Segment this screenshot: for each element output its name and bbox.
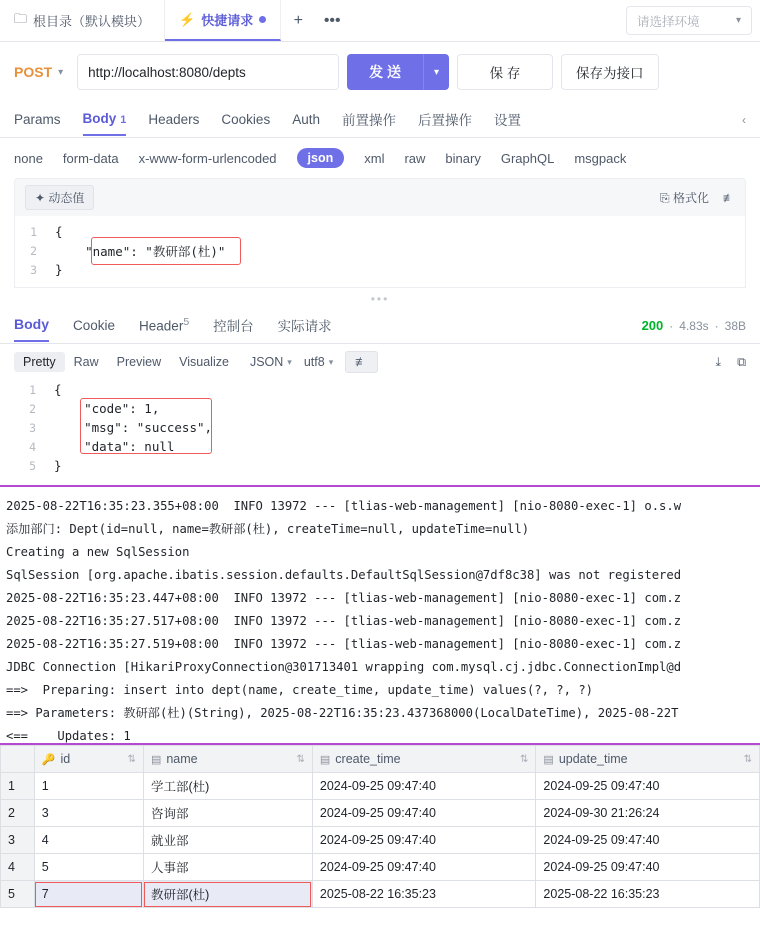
response-tabs: [0, 308, 760, 344]
tab-pre-operation[interactable]: 前置操作: [341, 113, 396, 128]
tab-body-count: 1: [120, 113, 127, 126]
unsaved-dot-icon: [259, 16, 266, 23]
response-body-viewer[interactable]: [14, 380, 746, 481]
copy-icon[interactable]: ⧉: [737, 354, 746, 369]
line-text: "name": "教研部(杜)": [55, 243, 226, 259]
sort-icon[interactable]: ⇅: [296, 753, 305, 765]
line-number: 2: [30, 243, 37, 258]
column-label: update_time: [558, 752, 628, 766]
chevron-down-icon: ▾: [328, 356, 334, 367]
cell-name[interactable]: 咨询部: [143, 800, 312, 827]
view-preview[interactable]: Preview: [116, 355, 162, 369]
download-icon[interactable]: ⤓: [715, 354, 722, 369]
view-pretty[interactable]: Pretty: [14, 352, 65, 372]
body-type-form-data[interactable]: form-data: [62, 150, 119, 166]
chevron-down-icon: ▾: [58, 66, 64, 78]
log-line: ==> Parameters: 教研部(杜)(String), 2025-08-22T16:35:23.437368000(LocalDateTime), 2025-08-22T: [6, 706, 679, 720]
save-as-api-button[interactable]: 保存为接口: [561, 54, 659, 90]
response-time: 4.83s: [679, 318, 709, 333]
add-tab-button[interactable]: +: [293, 11, 303, 29]
request-name-highlight: [91, 237, 241, 265]
environment-select[interactable]: [626, 6, 752, 35]
tab-response-header[interactable]: [139, 309, 189, 342]
line-number: 2: [29, 401, 36, 416]
key-icon: 🔑: [41, 753, 56, 766]
db-result-panel: [0, 743, 760, 908]
body-type-raw[interactable]: raw: [404, 150, 426, 166]
cell-create-time[interactable]: 2025-08-22 16:35:23: [312, 881, 536, 908]
response-charset-label: utf8: [303, 355, 325, 369]
log-line: ==> Preparing: insert into dept(name, create_time, update_time) values(?, ?, ?): [6, 683, 593, 697]
send-button-group: [347, 54, 449, 90]
cell-update-time[interactable]: 2024-09-25 09:47:40: [536, 827, 760, 854]
column-icon: ▤: [319, 753, 331, 766]
log-line: 2025-08-22T16:35:23.447+08:00 INFO 13972 --- [tlias-web-management] [nio-8080-exec-1] com.z: [6, 591, 682, 605]
table-row[interactable]: [1, 854, 760, 881]
log-line: <== Updates: 1: [6, 729, 131, 743]
response-charset-select[interactable]: [304, 355, 333, 369]
column-label: id: [60, 752, 71, 766]
http-method-label: POST: [14, 64, 53, 80]
cell-update-time[interactable]: 2024-09-25 09:47:40: [536, 854, 760, 881]
code-line: [14, 456, 746, 475]
row-number-header: [1, 746, 35, 773]
column-header-id[interactable]: [34, 746, 143, 773]
response-format-select[interactable]: [250, 355, 292, 369]
cell-id[interactable]: 5: [34, 854, 143, 881]
save-button[interactable]: 保 存: [457, 54, 553, 90]
view-raw[interactable]: Raw: [73, 355, 99, 369]
column-label: name: [166, 752, 198, 766]
line-text: "data": null: [54, 439, 175, 454]
body-type-binary[interactable]: binary: [445, 150, 481, 166]
cell-name[interactable]: 人事部: [143, 854, 312, 881]
column-header-create-time[interactable]: [312, 746, 536, 773]
cell-name[interactable]: 学工部(杜): [143, 773, 312, 800]
table-row[interactable]: [1, 800, 760, 827]
line-number: 3: [30, 262, 37, 277]
body-type-json[interactable]: json: [297, 148, 345, 168]
response-size: 38B: [724, 318, 746, 333]
tab-quick-request[interactable]: [165, 0, 281, 41]
console-log-panel[interactable]: [0, 487, 760, 743]
header-count: 5: [183, 316, 190, 329]
cell-name[interactable]: 教研部(杜): [143, 881, 312, 908]
tab-response-body[interactable]: Body: [14, 309, 49, 342]
body-type-graphql[interactable]: GraphQL: [500, 150, 555, 166]
row-number: 4: [1, 854, 35, 881]
collapse-icon[interactable]: ‹: [742, 112, 746, 127]
line-text: }: [54, 458, 62, 473]
status-dot: ·: [714, 318, 719, 333]
editor-toolbar: [14, 178, 746, 216]
column-header-update-time[interactable]: [536, 746, 760, 773]
response-json-highlight: [80, 398, 212, 454]
cell-id[interactable]: 4: [34, 827, 143, 854]
view-visualize[interactable]: Visualize: [179, 355, 229, 369]
line-text: {: [54, 382, 62, 397]
chevron-down-icon: ▾: [735, 15, 741, 26]
tab-response-cookie[interactable]: Cookie: [73, 317, 116, 333]
cell-create-time[interactable]: 2024-09-25 09:47:40: [312, 773, 536, 800]
line-text: }: [55, 262, 63, 277]
chevron-down-icon: ▾: [287, 356, 292, 367]
db-result-table: [0, 745, 760, 908]
cell-update-time[interactable]: 2025-08-22 16:35:23: [536, 881, 760, 908]
cell-update-time[interactable]: 2024-09-25 09:47:40: [536, 773, 760, 800]
cell-id[interactable]: 1: [34, 773, 143, 800]
tab-body[interactable]: [83, 104, 127, 136]
wrap-lines-icon[interactable]: ≢: [345, 351, 378, 373]
tab-auth[interactable]: Auth: [292, 111, 320, 127]
tab-settings[interactable]: 设置: [493, 113, 521, 128]
cell-id[interactable]: 3: [34, 800, 143, 827]
line-number: 1: [29, 382, 36, 397]
log-line: 2025-08-22T16:35:23.355+08:00 INFO 13972 --- [tlias-web-management] [nio-8080-exec-1] o.s.w: [6, 499, 682, 513]
tab-console[interactable]: 控制台: [213, 319, 254, 334]
line-text: "msg": "success",: [54, 420, 213, 435]
cell-create-time[interactable]: 2024-09-25 09:47:40: [312, 854, 536, 881]
url-input[interactable]: [77, 54, 339, 90]
line-number: 3: [29, 420, 36, 435]
body-type-urlencoded[interactable]: x-www-form-urlencoded: [138, 150, 277, 166]
dynamic-value-label: 动态值: [48, 191, 85, 205]
tab-more-button[interactable]: •••: [323, 11, 341, 29]
format-button[interactable]: [660, 189, 709, 206]
send-button[interactable]: 发 送: [347, 54, 423, 90]
line-number: 4: [29, 439, 36, 454]
tab-label: 快捷请求: [201, 13, 254, 28]
row-number: 3: [1, 827, 35, 854]
table-row[interactable]: [1, 881, 760, 908]
request-url-bar: [0, 42, 760, 102]
log-line: 2025-08-22T16:35:27.519+08:00 INFO 13972 --- [tlias-web-management] [nio-8080-exec-1] com.z: [6, 637, 682, 651]
magic-icon: ✦: [35, 191, 46, 205]
log-line: Creating a new SqlSession: [6, 545, 190, 559]
tab-bar: [0, 0, 760, 42]
tab-actual-request[interactable]: 实际请求: [277, 319, 332, 334]
tab-response-header-label: Header: [139, 318, 184, 334]
cell-update-time[interactable]: 2024-09-30 21:26:24: [536, 800, 760, 827]
column-icon: ▤: [150, 753, 162, 766]
status-code: 200: [641, 318, 664, 333]
http-method-select[interactable]: [12, 64, 69, 80]
response-view-segmented: [14, 352, 238, 372]
line-text: "code": 1,: [54, 401, 160, 416]
tab-headers[interactable]: Headers: [148, 111, 200, 127]
line-number: 1: [30, 224, 37, 239]
row-number: 1: [1, 773, 35, 800]
environment-placeholder: 请选择环境: [637, 14, 700, 29]
request-tabs: [0, 102, 760, 138]
tab-cookies[interactable]: Cookies: [221, 111, 271, 127]
cell-create-time[interactable]: 2024-09-25 09:47:40: [312, 800, 536, 827]
dynamic-value-button[interactable]: [25, 185, 94, 210]
tab-post-operation[interactable]: 后置操作: [417, 113, 472, 128]
tab-params[interactable]: Params: [14, 111, 61, 127]
body-type-none[interactable]: none: [14, 150, 43, 166]
status-dot: ·: [669, 318, 674, 333]
log-line: 2025-08-22T16:35:27.517+08:00 INFO 13972 --- [tlias-web-management] [nio-8080-exec-1] com.z: [6, 614, 682, 628]
sort-icon[interactable]: ⇅: [520, 753, 529, 765]
response-toolbar: [0, 344, 760, 380]
sort-icon[interactable]: ⇅: [743, 753, 752, 765]
cell-id[interactable]: 7: [34, 881, 143, 908]
body-type-xml[interactable]: xml: [364, 150, 385, 166]
log-line: JDBC Connection [HikariProxyConnection@301713401 wrapping com.mysql.cj.jdbc.ConnectionImpl@d: [6, 660, 682, 674]
wrap-lines-icon[interactable]: ≢: [723, 190, 735, 205]
line-text: {: [55, 224, 63, 239]
cell-name[interactable]: 就业部: [143, 827, 312, 854]
response-format-label: JSON: [249, 355, 284, 369]
row-number: 2: [1, 800, 35, 827]
lightning-icon: ⚡: [179, 11, 196, 27]
sort-icon[interactable]: ⇅: [127, 753, 136, 765]
folder-icon: 🗀: [14, 10, 28, 26]
log-line: 添加部门: Dept(id=null, name=教研部(杜), createTime=null, updateTime=null): [6, 522, 530, 536]
table-row[interactable]: [1, 827, 760, 854]
response-status: [642, 318, 746, 333]
body-type-msgpack[interactable]: msgpack: [574, 150, 627, 166]
table-header-row: [1, 746, 760, 773]
format-icon: ⎘: [660, 191, 670, 205]
tab-root-module[interactable]: [0, 0, 165, 41]
splitter-handle[interactable]: •••: [370, 292, 390, 306]
format-label: 格式化: [672, 191, 709, 205]
send-options-button[interactable]: ▾: [423, 54, 449, 90]
code-line: [14, 380, 746, 399]
cell-create-time[interactable]: 2024-09-25 09:47:40: [312, 827, 536, 854]
line-number: 5: [29, 458, 36, 473]
log-line: SqlSession [org.apache.ibatis.session.defaults.DefaultSqlSession@7df8c38] was not registered: [6, 568, 682, 582]
tab-body-label: Body: [82, 110, 117, 126]
table-row[interactable]: [1, 773, 760, 800]
body-type-row: [0, 138, 760, 178]
row-number: 5: [1, 881, 35, 908]
column-icon: ▤: [543, 753, 554, 766]
tab-label: 根目录（默认模块）: [33, 14, 151, 29]
column-header-name[interactable]: [143, 746, 312, 773]
request-body-editor[interactable]: [14, 216, 746, 288]
column-label: create_time: [335, 752, 401, 766]
